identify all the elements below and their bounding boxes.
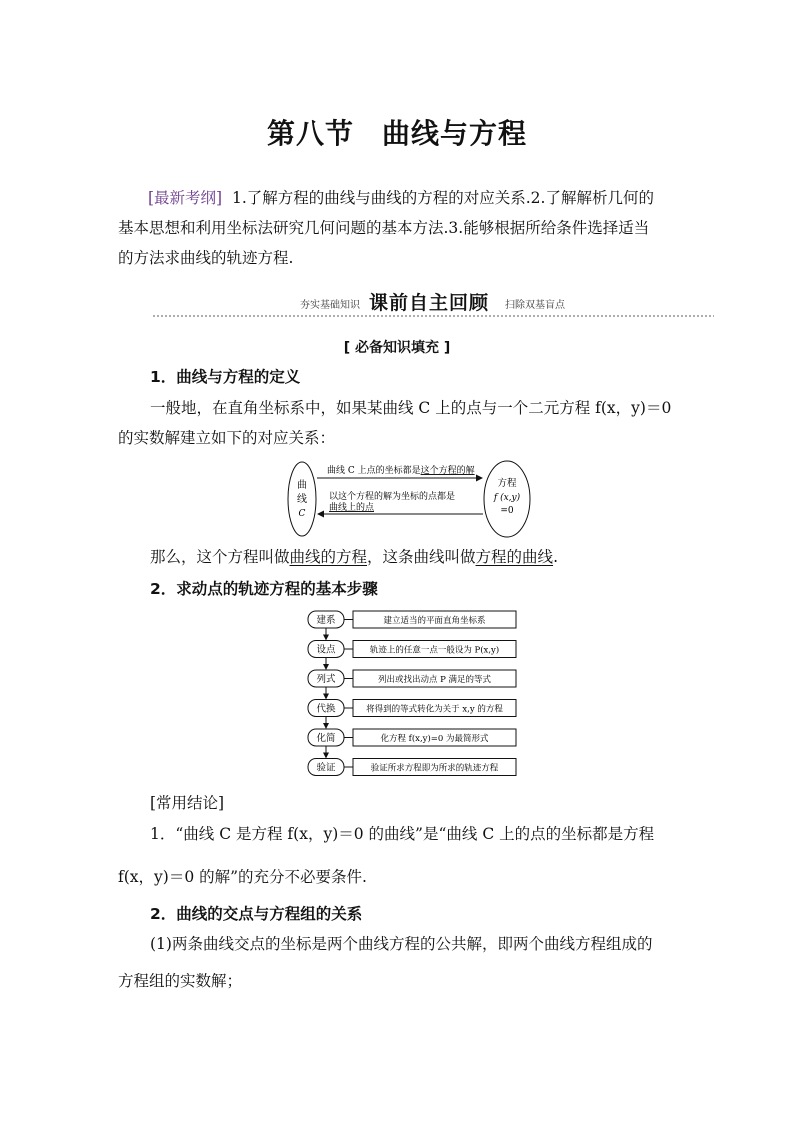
curve-label-2: 线 [297,494,307,505]
eq-label-1: 方程 [497,478,517,489]
section-tag: [ 必备知识填充 ] [343,340,451,356]
step-desc: 将得到的等式转化为关于 x,y 的方程 [366,704,503,715]
curve-label-1: 曲 [297,480,307,491]
intro-paragraph [118,183,678,273]
backward-arrow-label-1: 以这个方程的解为坐标的点都是 [329,492,456,502]
common-2a: (1)两条曲线交点的坐标是两个曲线方程的公共解，即两个曲线方程组成的 [150,935,653,953]
banner-left: 夯实基础知识 [300,300,360,311]
common-1b: f(x，y)＝0 的解”的充分不必要条件. [118,868,367,886]
section-title: 曲线与方程 [382,117,528,150]
s2-heading: 2．求动点的轨迹方程的基本步骤 [150,580,378,598]
s1-conclusion: 那么，这个方程叫做曲线的方程，这条曲线叫做方程的曲线. [150,548,558,566]
s1-p1: 一般地，在直角坐标系中，如果某曲线 C 上的点与一个二元方程 f(x，y)＝0 [150,399,672,417]
forward-arrow-label: 曲线 C 上点的坐标都是这个方程的解 [327,466,475,476]
step-desc: 轨迹上的任意一点一般设为 P(x,y) [369,645,500,656]
step-desc: 列出或找出动点 P 满足的等式 [377,674,492,685]
step-desc: 化方程 f(x,y)=0 为最简形式 [380,733,489,744]
answer-curve-equation: 曲线的方程 [289,548,368,566]
backward-arrow-label-2: 曲线上的点 [329,503,375,513]
steps-flowchart [305,608,520,780]
common-1a: 1．“曲线 C 是方程 f(x，y)＝0 的曲线”是“曲线 C 上的点的坐标都是方程 [150,825,655,843]
step-name: 建系 [316,615,336,626]
step-desc: 验证所求方程即为所求的轨迹方程 [370,763,499,774]
banner-right: 扫除双基盲点 [505,300,565,311]
eq-label-2: f (x,y) [493,493,521,503]
eq-label-3: =0 [500,506,514,516]
intro-line-3: 的方法求曲线的轨迹方程. [118,249,294,267]
definition-diagram [285,458,535,540]
common-tag: [常用结论] [150,794,225,812]
banner-divider [152,314,714,319]
intro-line-2: 基本思想和利用坐标法研究几何问题的基本方法.3.能够根据所给条件选择适当 [118,219,650,237]
step-name: 列式 [316,674,336,685]
step-name: 设点 [316,644,336,656]
section-number: 第八节 [266,117,354,150]
common-2-heading: 2．曲线的交点与方程组的关系 [150,905,363,923]
step-name: 代换 [316,703,336,715]
step-name: 化简 [316,733,336,744]
intro-tag: [最新考纲] [148,189,223,207]
answer-equation-curve: 方程的曲线 [475,548,554,566]
s1-heading: 1．曲线与方程的定义 [150,368,301,386]
curve-label-3: C [298,509,306,519]
intro-line-1: 1.了解方程的曲线与曲线的方程的对应关系.2.了解解析几何的 [231,189,654,207]
step-desc: 建立适当的平面直角坐标系 [383,615,486,626]
step-name: 验证 [316,762,336,774]
page-title [0,112,794,152]
banner-center: 课前自主回顾 [369,292,490,314]
common-2b: 方程组的实数解； [118,972,243,990]
s1-p2: 的实数解建立如下的对应关系： [118,429,336,447]
